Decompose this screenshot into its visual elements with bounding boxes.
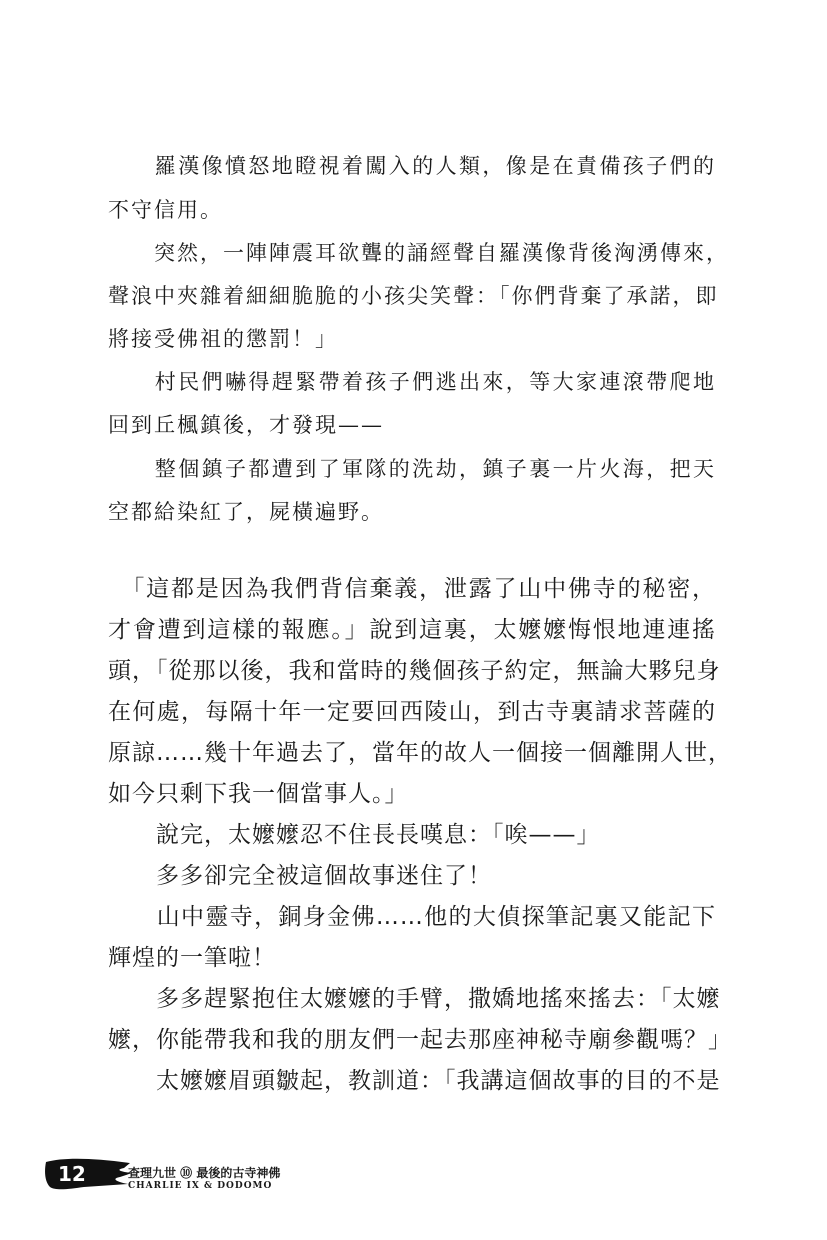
series-title: 查理九世 ⑩ 最後的古寺神佛 xyxy=(128,1166,281,1180)
series-subtitle: CHARLIE IX & DODOMO xyxy=(128,1181,273,1191)
text-line: 如今只剩下我一個當事人。」 xyxy=(108,781,409,807)
text-line: 羅漢像憤怒地瞪視着闖入的人類，像是在責備孩子們的 xyxy=(108,154,716,178)
text-line: 輝煌的一筆啦！ xyxy=(108,945,276,971)
text-line: 突然，一陣陣震耳欲聾的誦經聲自羅漢像背後洶湧傳來， xyxy=(108,241,729,265)
text-line: 多多卻完全被這個故事迷住了！ xyxy=(108,863,492,889)
text-line: 山中靈寺，銅身金佛……他的大偵探筆記裏又能記下 xyxy=(108,904,716,930)
text-line: 多多趕緊抱住太嬤嬤的手臂，撒嬌地搖來搖去：「太嬤 xyxy=(108,986,721,1012)
text-line: 嬤，你能帶我和我的朋友們一起去那座神秘寺廟參觀嗎？」 xyxy=(108,1027,732,1053)
text-line: 說完，太嬤嬤忍不住長長嘆息：「唉——」 xyxy=(108,822,601,848)
text-line: 在何處，每隔十年一定要回西陵山，到古寺裏請求菩薩的 xyxy=(108,699,716,725)
text-line: 不守信用。 xyxy=(108,198,223,222)
text-line: 聲浪中夾雜着細細脆脆的小孩尖笑聲：「你們背棄了承諾，即 xyxy=(108,284,719,308)
text-line: 空都給染紅了，屍橫遍野。 xyxy=(108,500,384,524)
text-line: 「這都是因為我們背信棄義，泄露了山中佛寺的秘密， xyxy=(108,576,716,602)
text-line: 村民們嚇得趕緊帶着孩子們逃出來，等大家連滾帶爬地 xyxy=(108,370,716,394)
page-footer xyxy=(44,1154,344,1200)
text-line: 原諒……幾十年過去了，當年的故人一個接一個離開人世， xyxy=(108,740,732,766)
text-line: 回到丘楓鎮後，才發現—— xyxy=(108,413,384,437)
text-line: 太嬤嬤眉頭皺起，教訓道：「我講這個故事的目的不是 xyxy=(108,1068,721,1094)
text-line: 將接受佛祖的懲罰！」 xyxy=(108,327,338,351)
text-line: 才會遭到這樣的報應。」說到這裏，太嬤嬤悔恨地連連搖 xyxy=(108,617,716,643)
text-line: 整個鎮子都遭到了軍隊的洗劫，鎮子裏一片火海，把天 xyxy=(108,457,716,481)
text-line: 頭，「從那以後，我和當時的幾個孩子約定，無論大夥兒身 xyxy=(108,658,721,684)
page-number: 12 xyxy=(58,1162,86,1186)
